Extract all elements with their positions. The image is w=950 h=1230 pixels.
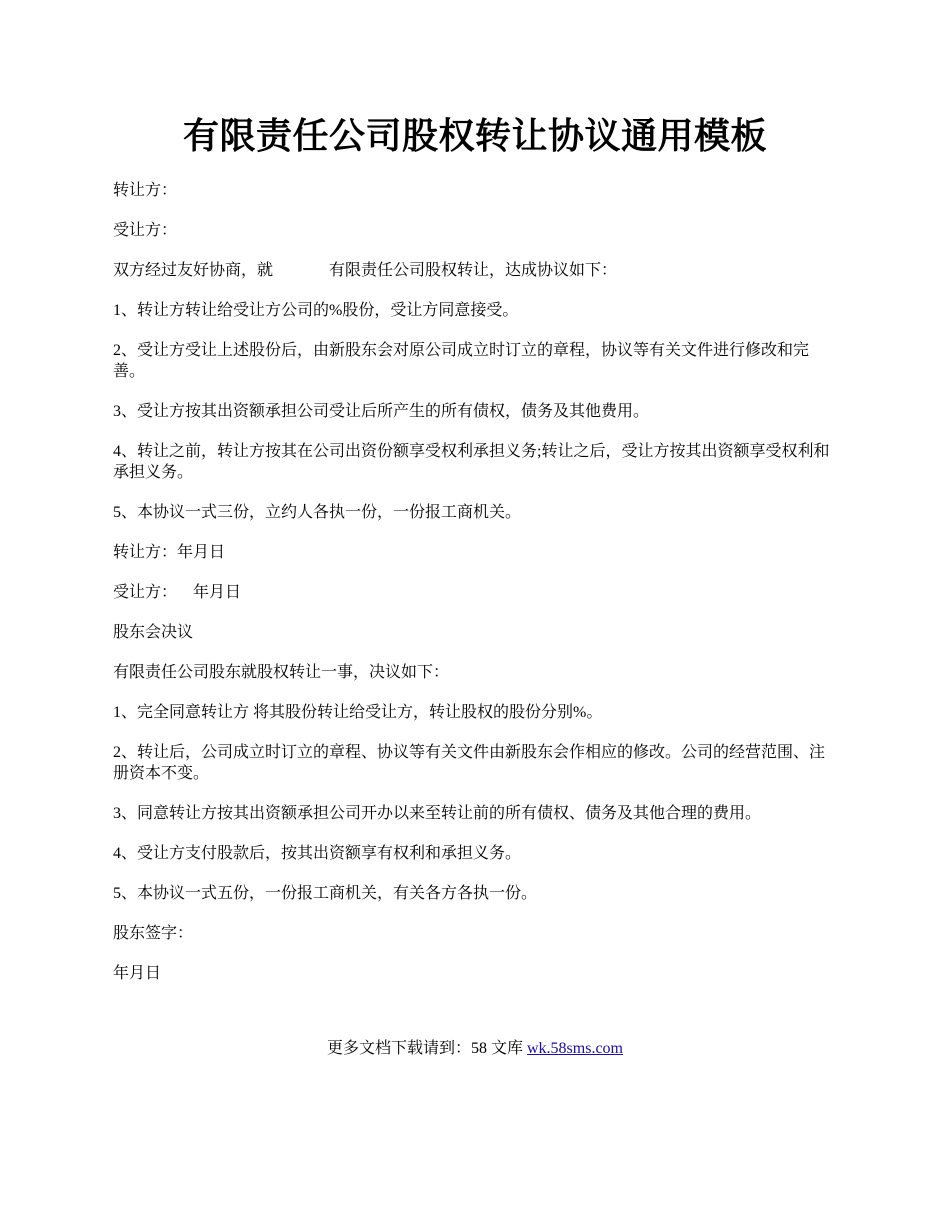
footer-text: 更多文档下载请到：58 文库: [326, 1040, 527, 1057]
paragraph-intro: 双方经过友好协商，就 有限责任公司股权转让，达成协议如下：: [113, 262, 618, 279]
section-heading-resolution: 股东会决议: [113, 624, 194, 641]
paragraph-clause-5: 5、本协议一式三份，立约人各执一份，一份报工商机关。: [113, 504, 522, 521]
document-title: 有限责任公司股权转让协议通用模板: [182, 116, 767, 156]
paragraph-resolution-2: 2、转让后，公司成立时订立的章程、协议等有关文件由新股东会作相应的修改。公司的经营范围、注册资本不变。: [113, 744, 826, 782]
footer-link[interactable]: wk.58sms.com: [527, 1040, 623, 1057]
document-body: [113, 180, 837, 1003]
paragraph-shareholder-signature: 股东签字：: [113, 925, 194, 942]
paragraph-transferee-date: 受让方： 年月日: [113, 584, 242, 601]
footer: [0, 1038, 950, 1059]
paragraph-clause-1: 1、转让方转让给受让方公司的%股份，受让方同意接受。: [113, 302, 519, 319]
paragraph-transferor: 转让方：: [113, 182, 178, 199]
paragraph-transferor-date: 转让方：年月日: [113, 544, 226, 561]
paragraph-clause-4: 4、转让之前，转让方按其在公司出资份额享受权利承担义务;转让之后，受让方按其出资额享受权利和承担义务。: [113, 443, 830, 481]
paragraph-transferee: 受让方：: [113, 222, 178, 239]
paragraph-resolution-intro: 有限责任公司股东就股权转让一事，决议如下：: [113, 664, 450, 681]
paragraph-clause-2: 2、受让方受让上述股份后，由新股东会对原公司成立时订立的章程，协议等有关文件进行修改和完善。: [113, 342, 810, 380]
paragraph-resolution-1: 1、完全同意转让方 将其股份转让给受让方，转让股权的股份分别%。: [113, 704, 603, 721]
paragraph-resolution-3: 3、同意转让方按其出资额承担公司开办以来至转让前的所有债权、债务及其他合理的费用。: [113, 805, 762, 822]
paragraph-resolution-5: 5、本协议一式五份，一份报工商机关，有关各方各执一份。: [113, 885, 538, 902]
paragraph-clause-3: 3、受让方按其出资额承担公司受让后所产生的所有债权，债务及其他费用。: [113, 403, 650, 420]
paragraph-resolution-4: 4、受让方支付股款后，按其出资额享有权利和承担义务。: [113, 845, 522, 862]
paragraph-signature-date: 年月日: [113, 965, 162, 982]
